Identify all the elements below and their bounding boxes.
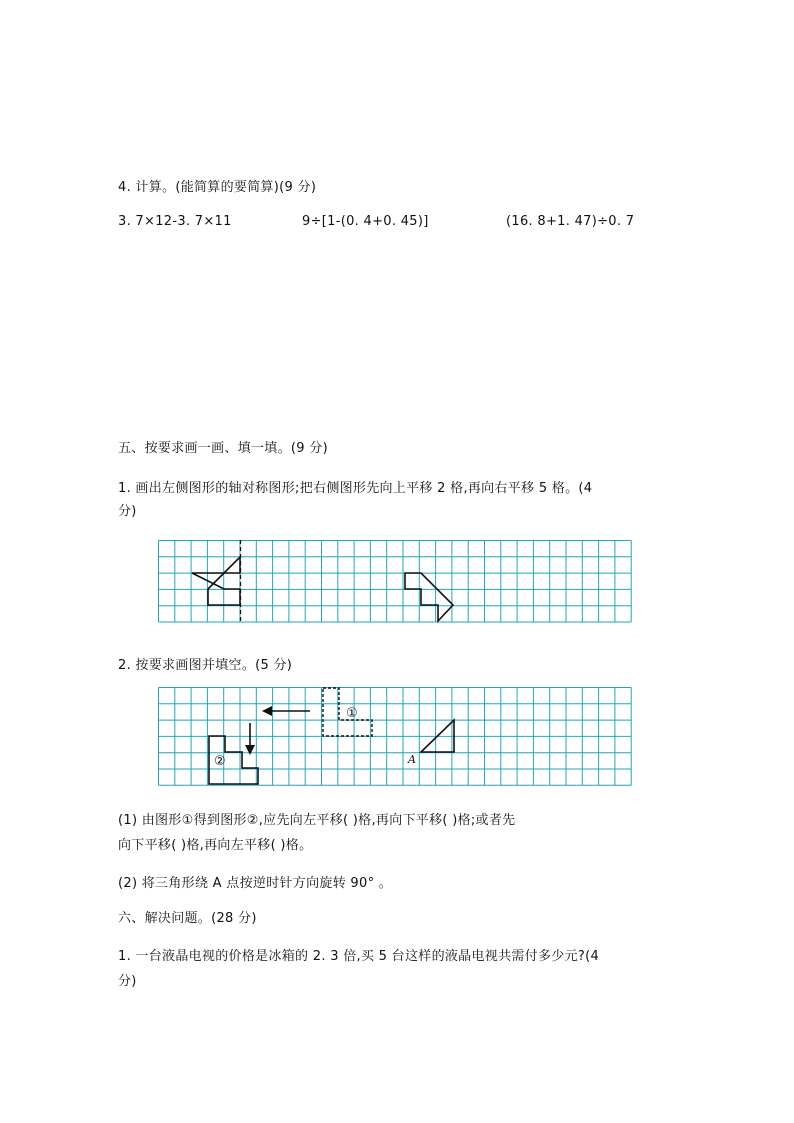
s6-q1-line2: 分) <box>118 974 137 989</box>
right-shape <box>405 573 453 621</box>
left-arrow-head <box>262 706 272 716</box>
q1-text-line2: 分) <box>118 504 137 519</box>
shape-1-label: ① <box>346 706 358 721</box>
grid-2-lines <box>159 688 632 786</box>
grid-1 <box>158 540 638 624</box>
shape-2-label: ② <box>214 754 226 769</box>
q1-text-line1: 1. 画出左侧图形的轴对称图形;把右侧图形先向上平移 2 格,再向右平移 5 格。(4 <box>118 481 593 496</box>
s6-q1-line1: 1. 一台液晶电视的价格是冰箱的 2. 3 倍,买 5 台这样的液晶电视共需付多少元?(4 <box>118 949 600 964</box>
point-a-label: A <box>408 753 416 766</box>
expression-3: (16. 8+1. 47)÷0. 7 <box>506 214 635 229</box>
grid-2 <box>158 687 638 787</box>
section4-heading: 4. 计算。(能简算的要简算)(9 分) <box>118 180 317 195</box>
q2-part1-line1: (1) 由图形①得到图形②,应先向左平移( )格,再向下平移( )格;或者先 <box>118 813 516 828</box>
q2-heading: 2. 按要求画图并填空。(5 分) <box>118 658 293 673</box>
grid-1-lines <box>159 541 632 623</box>
expression-1: 3. 7×12-3. 7×11 <box>118 214 232 229</box>
expression-2: 9÷[1-(0. 4+0. 45)] <box>302 214 429 229</box>
q2-part2: (2) 将三角形绕 A 点按逆时针方向旋转 90° 。 <box>118 876 393 891</box>
down-arrow-head <box>245 745 255 755</box>
section5-heading: 五、按要求画一画、填一填。(9 分) <box>118 441 328 456</box>
left-shape <box>192 557 240 605</box>
section6-heading: 六、解决问题。(28 分) <box>118 911 257 926</box>
q2-part1-line2: 向下平移( )格,再向左平移( )格。 <box>118 838 313 853</box>
